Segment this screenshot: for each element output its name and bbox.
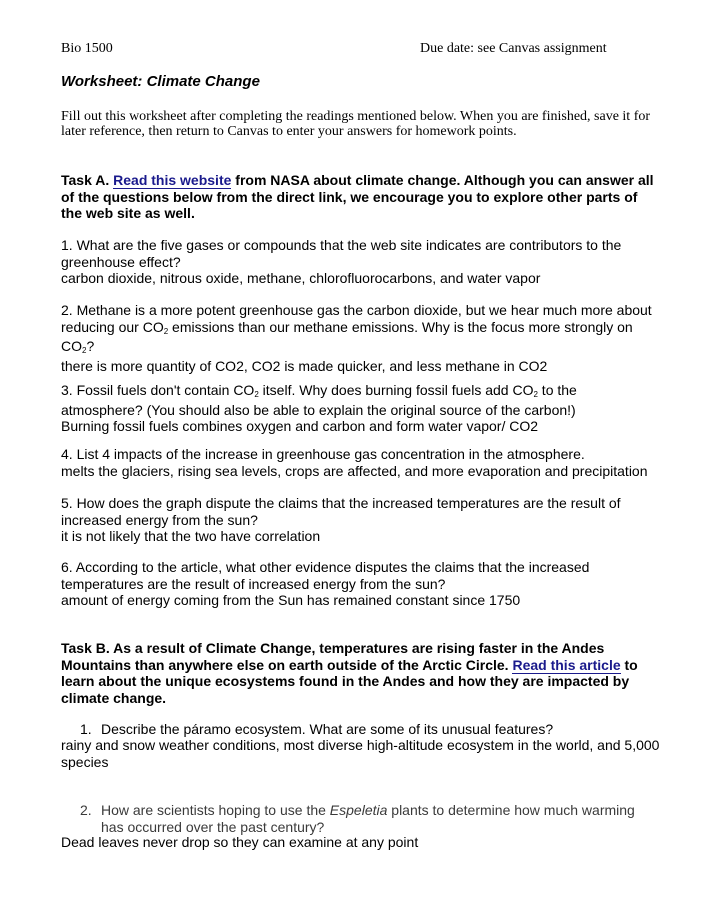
subscript: 2 xyxy=(254,390,259,399)
task-b-answer-2: Dead leaves never drop so they can examine at any point xyxy=(61,834,419,850)
question-text: 5. How does the graph dispute the claims that the increased temperatures are the result of increased energy from the sun? xyxy=(61,495,621,528)
answer-text: Burning fossil fuels combines oxygen and carbon and form water vapor/ CO2 xyxy=(61,418,539,434)
question-part: itself. Why does burning fossil fuels add CO xyxy=(258,382,534,398)
due-date: Due date: see Canvas assignment xyxy=(420,41,607,56)
worksheet-title: Worksheet: Climate Change xyxy=(61,73,260,90)
subscript: 2 xyxy=(163,326,169,336)
question-part: 3. Fossil fuels don't contain CO xyxy=(61,382,255,398)
question-text: 1. What are the five gases or compounds that the web site indicates are contributors to the greenhouse effect? xyxy=(61,237,622,270)
question-part: emissions than our methane emissions. Why is the focus more strongly on CO xyxy=(61,318,633,354)
task-a-prefix: Task A. xyxy=(61,172,114,188)
list-number: 2. xyxy=(80,802,92,818)
task-a-description: from NASA about climate change. Although you can answer all of the questions below from the direct link, we encourage you to explore other parts of the web site as well. xyxy=(61,172,654,221)
question-part: plants to determine how much warming has occurred over the past century? xyxy=(101,802,635,835)
intro-paragraph: Fill out this worksheet after completing the readings mentioned below. When you are finished, save it for later reference, then return to Canvas to enter your answers for homework points. xyxy=(61,109,651,139)
task-b-question-1 xyxy=(80,721,660,738)
task-b-question-2 xyxy=(80,802,660,835)
task-a-heading xyxy=(61,172,661,222)
question-part: 2. Methane is a more potent greenhouse gas the carbon dioxide, but we hear much more about reducing our CO xyxy=(61,302,652,335)
task-b-answer-1: rainy and snow weather conditions, most diverse high-altitude ecosystem in the world, and 5,000 species xyxy=(61,737,660,770)
question-text: Describe the páramo ecosystem. What are some of its unusual features? xyxy=(101,721,554,737)
list-number: 1. xyxy=(80,721,92,737)
answer-text: melts the glaciers, rising sea levels, crops are affected, and more evaporation and precipitation xyxy=(61,462,648,479)
question-text: 6. According to the article, what other evidence disputes the claims that the increased temperatures are the result of increased energy from the sun? xyxy=(61,559,590,592)
task-b-prefix: Task B. As a result of Climate Change, temperatures are rising faster in the Andes Mountains than anywhere else on earth outside of the Arctic Circle. xyxy=(61,640,605,673)
question-part: to the atmosphere? (You should also be able to explain the original source of the carbon!) xyxy=(61,382,577,418)
question-text xyxy=(101,802,660,835)
species-name: Espeletia xyxy=(329,802,388,818)
task-b-description: to learn about the unique ecosystems found in the Andes and how they are impacted by climate change. xyxy=(61,656,638,706)
answer-text: it is not likely that the two have correlation xyxy=(61,528,321,544)
task-a-question-3 xyxy=(61,382,661,435)
question-part: How are scientists hoping to use the xyxy=(101,802,330,818)
task-a-question-1 xyxy=(61,237,661,287)
nasa-website-link[interactable]: Read this website xyxy=(113,172,232,188)
task-a-question-4 xyxy=(61,446,661,479)
question-text xyxy=(61,382,661,418)
andes-article-link[interactable]: Read this article xyxy=(512,656,621,673)
question-part: ? xyxy=(86,338,95,354)
course-code: Bio 1500 xyxy=(61,41,113,56)
answer-text: amount of energy coming from the Sun has remained constant since 1750 xyxy=(61,592,521,608)
question-text xyxy=(61,302,661,358)
question-text: 4. List 4 impacts of the increase in greenhouse gas concentration in the atmosphere. xyxy=(61,446,585,462)
subscript: 2 xyxy=(82,346,87,355)
task-a-question-6 xyxy=(61,559,661,609)
task-b-heading xyxy=(61,640,661,706)
answer-text: carbon dioxide, nitrous oxide, methane, chlorofluorocarbons, and water vapor xyxy=(61,270,541,286)
subscript: 2 xyxy=(533,390,538,399)
task-a-question-5 xyxy=(61,495,661,545)
answer-text: there is more quantity of CO2, CO2 is made quicker, and less methane in CO2 xyxy=(61,357,548,374)
task-a-question-2 xyxy=(61,302,661,374)
